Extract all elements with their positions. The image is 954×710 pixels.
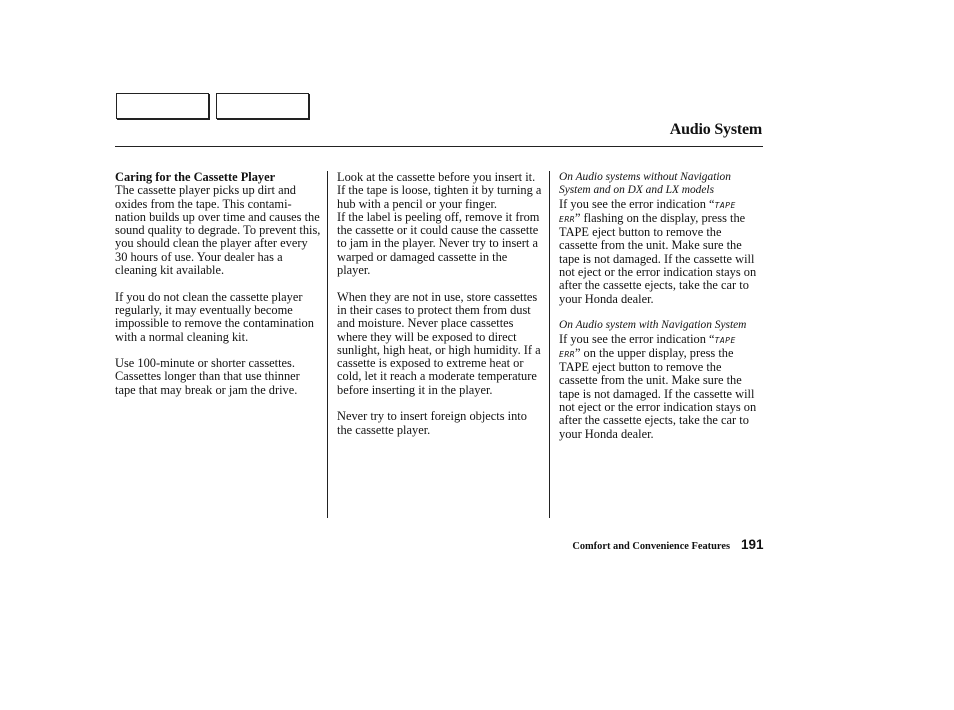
paragraph-foreign-objects: Never try to insert foreign objects into the cassette player. <box>337 409 527 437</box>
column-divider <box>327 171 328 518</box>
model-note: On Audio systems without Navigation System and on DX and LX models <box>559 171 731 197</box>
error-indicator: TAPE ERR <box>559 200 736 224</box>
paragraph-text: Look at the cassette before you insert it. If the tape is loose, tighten it by turning a hub with a pencil or your finger. <box>337 170 542 211</box>
title-divider <box>115 146 763 147</box>
paragraph-storage: When they are not in use, store cassettes in their cases to protect them from dust and moisture. Never place cassettes where they will be exposed to direct sunlight, high heat, or high humidity. If a cassette is exposed to extreme heat or cold, let it reach a moderate temperature before inserting it in the player. <box>337 289 541 397</box>
paragraph-text: If you see the error indication “ <box>559 331 715 346</box>
paragraph-text: ” flashing on the display, press the TAPE eject button to remove the cassette from the unit. Make sure the tape is not damaged. If the cassette will not eject or the error indication stays on after the cassette ejects, take the car to your Honda dealer. <box>559 210 757 306</box>
nav-box-next[interactable] <box>216 93 309 119</box>
paragraph-text: The cassette player picks up dirt and oxides from the tape. This contami-nation builds up over time and causes the sound quality to degrade. To prevent this, you should clean the player after every 30 hours of use. Your dealer has a cleaning kit available. <box>115 183 321 278</box>
page-title: Audio System <box>669 121 762 138</box>
paragraph-text: If you see the error indication “ <box>559 196 715 211</box>
paragraph-text: If the label is peeling off, remove it from the cassette or it could cause the cassette to jam in the player. Never try to insert a warped or damaged cassette in the player. <box>337 209 540 278</box>
error-indicator: TAPE ERR <box>559 335 736 359</box>
model-note: On Audio system with Navigation System <box>559 319 747 332</box>
footer-section-title: Comfort and Convenience Features <box>572 541 730 552</box>
column-divider <box>549 171 550 518</box>
column-2 <box>337 171 542 450</box>
paragraph-text: ” on the upper display, press the TAPE eject button to remove the cassette from the unit. Make sure the tape is not damaged. If the cassette will not eject or the error indication stays on after the cassette ejects, take the car to your Honda dealer. <box>559 345 757 441</box>
column-3 <box>559 171 758 454</box>
nav-box-previous[interactable] <box>116 93 209 119</box>
paragraph-error-nav <box>559 319 758 441</box>
paragraph-cleaning-regularly: If you do not clean the cassette player regularly, it may eventually become impossible to remove the contamination with a normal cleaning kit. <box>115 289 314 344</box>
paragraph-cassette-length: Use 100-minute or shorter cassettes. Cassettes longer than that use thinner tape that may break or jam the drive. <box>115 356 300 397</box>
column-1 <box>115 171 322 410</box>
page-number: 191 <box>741 537 764 552</box>
section-heading: Caring for the Cassette Player <box>115 170 276 184</box>
paragraph-inspect-cassette <box>337 171 542 277</box>
paragraph-cleaning-intro <box>115 171 322 277</box>
paragraph-error-no-nav <box>559 171 758 306</box>
